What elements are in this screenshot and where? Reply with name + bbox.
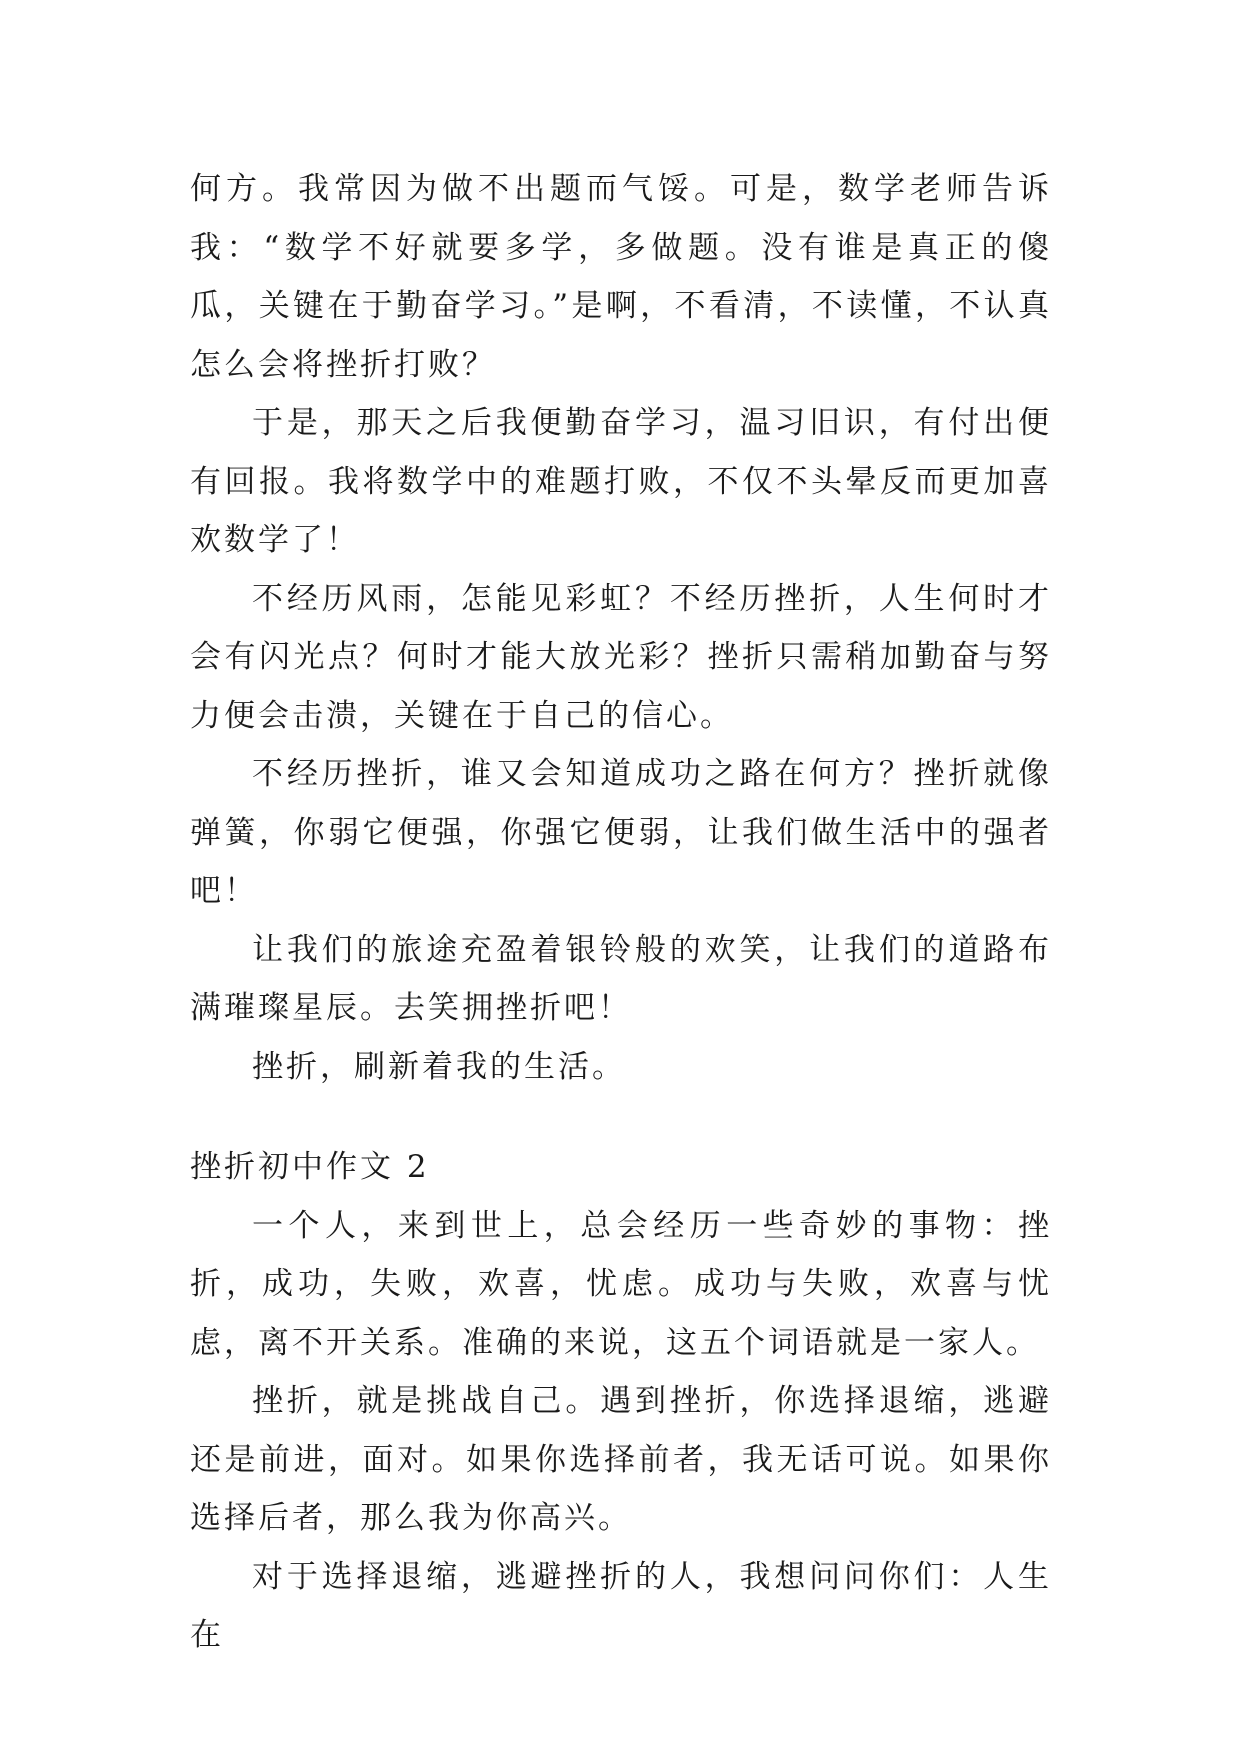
paragraph: 挫折，就是挑战自己。遇到挫折，你选择退缩，逃避还是前进，面对。如果你选择前者，我无话可说。如果你选择后者，那么我为你高兴。	[190, 1383, 1052, 1536]
paragraph: 不经历风雨，怎能见彩虹？不经历挫折，人生何时才会有闪光点？何时才能大放光彩？挫折只需稍加勤奋与努力便会击溃，关键在于自己的信心。	[190, 580, 1052, 734]
paragraph-continuation: 何方。我常因为做不出题而气馁。可是，数学老师告诉我：“数学不好就要多学，多做题。没有谁是真正的傻瓜，关键在于勤奋学习。”是啊，不看清，不读懂，不认真怎么会将挫折打败？	[190, 171, 1052, 383]
paragraph: 于是，那天之后我便勤奋学习，温习旧识，有付出便有回报。我将数学中的难题打败，不仅不头晕反而更加喜欢数学了！	[190, 405, 1052, 558]
paragraph: 让我们的旅途充盈着银铃般的欢笑，让我们的道路布满璀璨星辰。去笑拥挫折吧！	[190, 931, 1052, 1026]
section-title: 挫折初中作文 2	[190, 1149, 430, 1185]
document-body	[190, 160, 1052, 1665]
paragraph: 对于选择退缩，逃避挫折的人，我想问问你们：人生在	[190, 1558, 1052, 1653]
paragraph: 不经历挫折，谁又会知道成功之路在何方？挫折就像弹簧，你弱它便强，你强它便弱，让我们做生活中的强者吧！	[190, 756, 1052, 909]
paragraph: 一个人，来到世上，总会经历一些奇妙的事物：挫折，成功，失败，欢喜，忧虑。成功与失败，欢喜与忧虑，离不开关系。准确的来说，这五个词语就是一家人。	[190, 1207, 1052, 1361]
paragraph: 挫折，刷新着我的生活。	[252, 1048, 626, 1085]
